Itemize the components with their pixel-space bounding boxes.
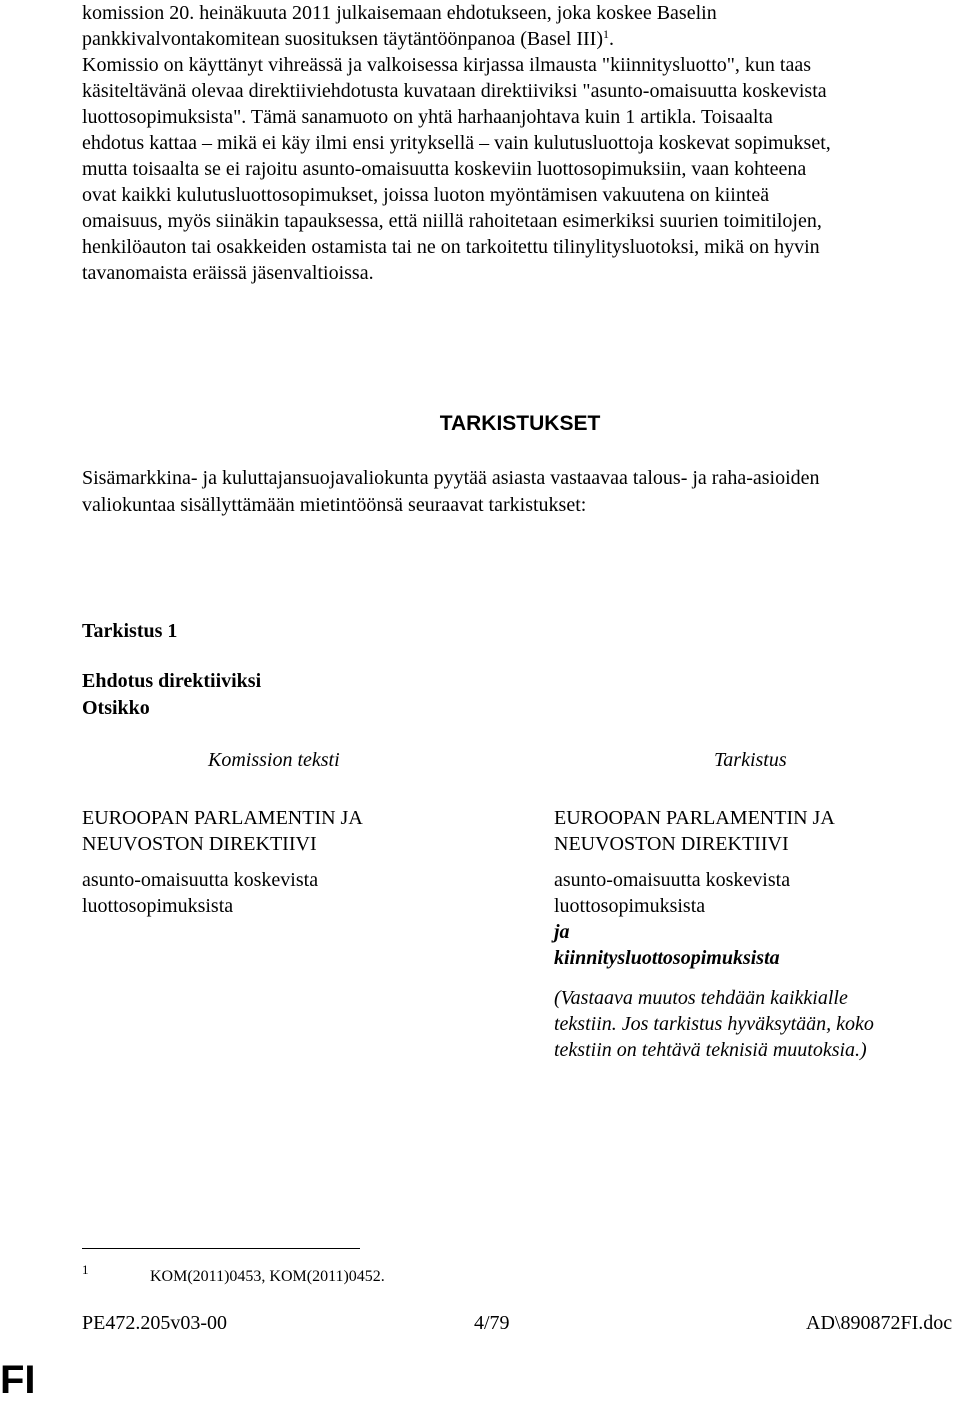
amendment-line	[554, 893, 934, 945]
commission-text-line: asunto-omaisuutta koskevista	[82, 869, 319, 891]
footer-document-name: AD\890872FI.doc	[806, 1312, 953, 1334]
intro-line: ehdotus kattaa – mikä ei käy ilmi ensi yrityksellä – vain kulutusluottoja koskevat sopimukset,	[82, 132, 831, 154]
amendment-note-line: tekstiin. Jos tarkistus hyväksytään, koko	[554, 1013, 874, 1035]
intro-line: luottosopimuksista". Tämä sanamuoto on yhtä harhaanjohtava kuin 1 artikla. Toisaalta	[82, 106, 773, 128]
amendment-added-text: kiinnitysluottosopimuksista	[554, 947, 780, 969]
intro-line: käsiteltävänä olevaa direktiiviehdotusta kuvataan direktiiviksi "asunto-omaisuutta koskevista	[82, 80, 827, 102]
intro-line: komission 20. heinäkuuta 2011 julkaisemaan ehdotukseen, joka koskee Baselin	[82, 2, 717, 24]
intro-line-text: pankkivalvontakomitean suosituksen täytäntöönpanoa (Basel III)	[82, 28, 603, 50]
amendment-line: EUROOPAN PARLAMENTIN JA	[554, 807, 835, 829]
intro-line: henkilöauton tai osakkeiden ostamista tai ne on tarkoitettu tilinylitysluotoksi, mikä on hyvin	[82, 236, 820, 258]
intro-paragraph	[82, 0, 954, 286]
intro-line: omaisuus, myös siinäkin tapauksessa, että niillä rahoitetaan esimerkiksi suurien toimitilojen,	[82, 210, 822, 232]
amendment-note-line: tekstiin on tehtävä teknisiä muutoksia.)	[554, 1039, 867, 1061]
amendment-column	[554, 747, 934, 1063]
amendment-note-line: (Vastaava muutos tehdään kaikkialle	[554, 987, 848, 1009]
intro-line: mutta toisaalta se ei rajoitu asunto-omaisuutta koskeviin luottosopimuksiin, vaan kohteena	[82, 158, 807, 180]
footer-page-number: 4/79	[474, 1312, 510, 1334]
footnote-text: KOM(2011)0453, KOM(2011)0452.	[150, 1268, 385, 1285]
amendment-header: Tarkistus	[714, 749, 787, 771]
footnote-number: 1	[82, 1262, 89, 1277]
request-line: Sisämarkkina- ja kuluttajansuojavaliokunta pyytää asiasta vastaavaa talous- ja raha-asioiden	[82, 467, 820, 489]
intro-line-end: .	[608, 28, 614, 50]
request-paragraph	[82, 465, 960, 519]
amendment-subtitle	[554, 867, 934, 971]
request-line: valiokuntaa sisällyttämään mietintöönsä seuraavat tarkistukset:	[82, 494, 587, 516]
intro-line: tavanomaista eräissä jäsenvaltioissa.	[82, 262, 374, 284]
commission-text-subtitle	[82, 867, 462, 919]
commission-text-line: luottosopimuksista	[82, 895, 234, 917]
commission-text-header: Komission teksti	[208, 749, 340, 771]
commission-text-line: EUROOPAN PARLAMENTIN JA	[82, 807, 363, 829]
amendment-subject	[82, 668, 261, 722]
amendment-subject-proposal: Ehdotus direktiiviksi	[82, 670, 262, 692]
amendment-note	[554, 985, 934, 1063]
footnote-separator	[82, 1248, 360, 1249]
commission-text-line: NEUVOSTON DIREKTIIVI	[82, 833, 317, 855]
section-heading: TARKISTUKSET	[439, 412, 601, 435]
footer-reference: PE472.205v03-00	[82, 1312, 227, 1334]
intro-line: ovat kaikki kulutusluottosopimukset, joissa luoton myöntämisen vakuutena on kiinteä	[82, 184, 770, 206]
amendment-subject-section: Otsikko	[82, 697, 150, 719]
amendment-title: Tarkistus 1	[82, 620, 178, 642]
commission-text-title	[82, 805, 462, 857]
amendment-title-text	[554, 805, 934, 857]
amendment-added-text: ja	[554, 921, 570, 943]
amendment-line: asunto-omaisuutta koskevista	[554, 869, 791, 891]
footnote-reference: 1	[602, 27, 609, 41]
intro-line: Komissio on käyttänyt vihreässä ja valkoisessa kirjassa ilmausta "kiinnitysluotto", kun taas	[82, 54, 812, 76]
amendment-line: NEUVOSTON DIREKTIIVI	[554, 833, 789, 855]
intro-line	[82, 26, 954, 52]
amendment-line-text: luottosopimuksista	[554, 895, 706, 917]
language-code: FI	[0, 1358, 36, 1402]
commission-text-column	[82, 747, 462, 919]
